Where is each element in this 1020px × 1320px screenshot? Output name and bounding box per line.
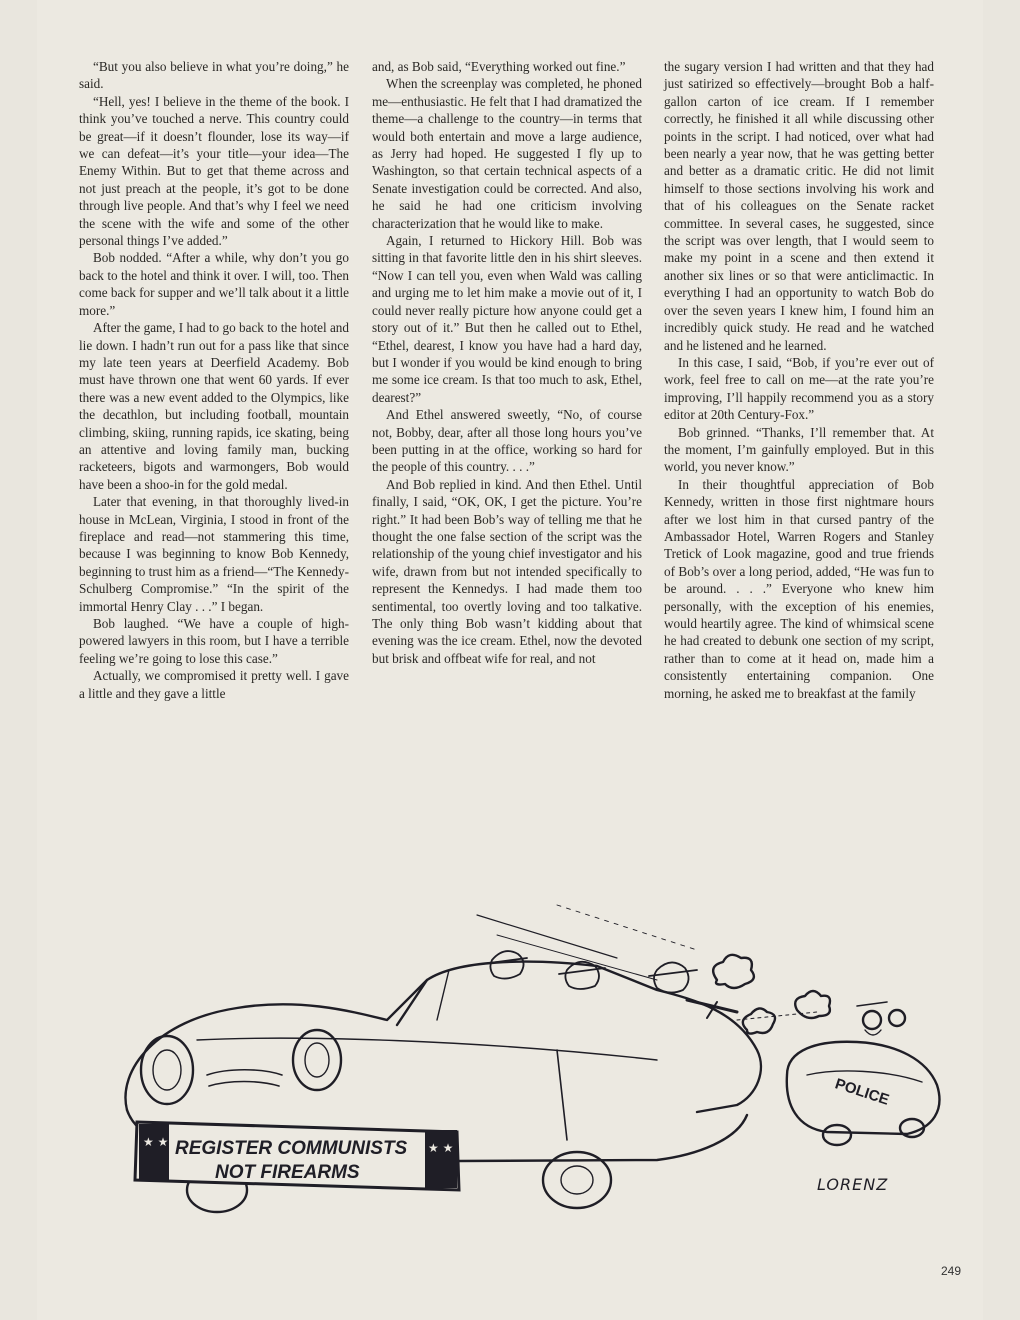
text-column-1: [79, 58, 349, 702]
text-column-3: [664, 58, 934, 702]
bumper-line-1: REGISTER COMMUNISTS: [175, 1138, 408, 1159]
paragraph: Actually, we compromised it pretty well. I gave a little and they gave a little: [79, 668, 349, 701]
star-icon: ★ ★: [143, 1135, 169, 1149]
paragraph: In this case, I said, “Bob, if you’re ever out of work, feel free to call on me—at the rate you’re improving, I’ll happily recommend you as a story editor at 20th Century-Fox.”: [664, 354, 934, 423]
paragraph: “Hell, yes! I believe in the theme of the book. I think you’ve touched a nerve. This country could be great—if it doesn’t flounder, lose its way—if we can defeat—it’s your title—your idea—The Enemy Within. But to get that theme across and not just preach at the people, it’s got to be done through live people. And that’s why I feel we need the scene with the wife and some of the other personal things I’ve added.”: [79, 93, 349, 249]
paragraph: Bob nodded. “After a while, why don’t you go back to the hotel and think it over. I will, too. Then come back for supper and we’ll talk about it a little more.”: [79, 250, 349, 318]
paragraph: and, as Bob said, “Everything worked out fine.”: [372, 59, 626, 74]
text-column-2: [372, 58, 642, 667]
paragraph: And Bob replied in kind. And then Ethel. Until finally, I said, “OK, OK, I get the picture. You’re right.” It had been Bob’s way of telling me that he thought the one false section of the script was the relationship of the young chief investigator and his wife, drawn from but not intended specifically to represent the Kennedys. I had made them too sentimental, too overtly loving and too talkative. The only thing Bob wasn’t kidding about that evening was the ice cream. Ethel, now the devoted but brisk and offbeat wife for real, and not: [372, 476, 642, 666]
magazine-page: [37, 0, 983, 1320]
paragraph: After the game, I had to go back to the hotel and lie down. I hadn’t run out for a pass like that since my late teen years at Deerfield Academy. Bob must have thrown one that went 60 yards. If ever there was a new event added to the Olympics, like the decathlon, but including football, mountain climbing, skiing, running rapids, ice skating, being an attentive and loving family man, bucking racketeers, bigots and warmongers, Bob would have been a shoo-in for the gold medal.: [79, 320, 349, 492]
police-label: POLICE: [832, 1075, 892, 1109]
bumper-line-2: NOT FIREARMS: [215, 1162, 360, 1183]
paragraph: Bob grinned. “Thanks, I’ll remember that. At the moment, I’m gainfully employed. But in this world, you never know.”: [664, 424, 934, 475]
paragraph: When the screenplay was completed, he phoned me—enthusiastic. He felt that I had dramatized the theme—a challenge to the country—in terms that would both entertain and move a large audience, as Jerry had hoped. He suggested I fly up to Washington, so that certain technical aspects of a Senate investigation could be corrected. And also, he said he had one criticism involving characterization that he would like to make.: [372, 76, 642, 231]
paragraph: In their thoughtful appreciation of Bob Kennedy, written in those first nightmare hours after we lost him in that cursed pantry of the Ambassador Hotel, Warren Rogers and Stanley Tretick of Look magazine, good and true friends of Bob’s over a long period, added, “He was fun to be around. . . .” Everyone who knew him personally, with the exception of his enemies, would heartily agree. The kind of whimsical scene he had created to debunk one section of my script, rather than to come at it head on, made him a consistently entertaining companion. One morning, he asked me to breakfast at the family: [664, 476, 934, 701]
paragraph: the sugary version I had written and that they had just satirized so effectively—brought Bob a half-gallon carton of ice cream. If I remember correctly, he finished it all while discussing other points in the script. I had noticed, over what had been nearly a year now, that he was getting better and better as a dramatic critic. He did not limit himself to those sections involving his work and that of his colleagues on the Senate racket committee. In several cases, he suggested, since the script was over length, that I would seem to make my point in a scene and then extend it another six lines or so that were anticlimactic. In everything I had an opportunity to watch Bob do over the seven years I knew him, I found him an incredibly quick study. He read and he watched and he listened and he learned.: [664, 59, 934, 353]
artist-signature: LORENZ: [817, 1175, 889, 1194]
bumper-sticker: [135, 1122, 459, 1190]
page-number: 249: [940, 1264, 961, 1278]
paragraph: Again, I returned to Hickory Hill. Bob was sitting in that favorite little den in his shirt sleeves. “Now I can tell you, even when Wald was calling and urging me to let him make a movie out of it, I could never really picture how anyone could get a story out of it.” But then he called out to Ethel, “Ethel, dearest, I know you have had a hard day, but I wonder if you would be kind enough to bring me some ice cream. Is that too much to ask, Ethel, dearest?”: [372, 233, 642, 405]
paragraph: Bob laughed. “We have a couple of high-powered lawyers in this room, but I have a terrible feeling we’re going to lose this case.”: [79, 616, 349, 666]
editorial-cartoon: [97, 900, 977, 1230]
paragraph: “But you also believe in what you’re doing,” he said.: [79, 59, 349, 92]
paragraph: Later that evening, in that thoroughly lived-in house in McLean, Virginia, I stood in front of the fireplace and read—not stammering this time, because I was beginning to know Bob Kennedy, beginning to trust him as a friend—“The Kennedy-Schulberg Compromise.” “In the spirit of the immortal Henry Clay . . .” I began.: [79, 494, 349, 614]
paragraph: And Ethel answered sweetly, “No, of course not, Bobby, dear, after all those long hours you’ve been putting in at the office, working so hard for the people of this country. . . .”: [372, 407, 642, 475]
star-icon: ★ ★: [428, 1141, 454, 1155]
